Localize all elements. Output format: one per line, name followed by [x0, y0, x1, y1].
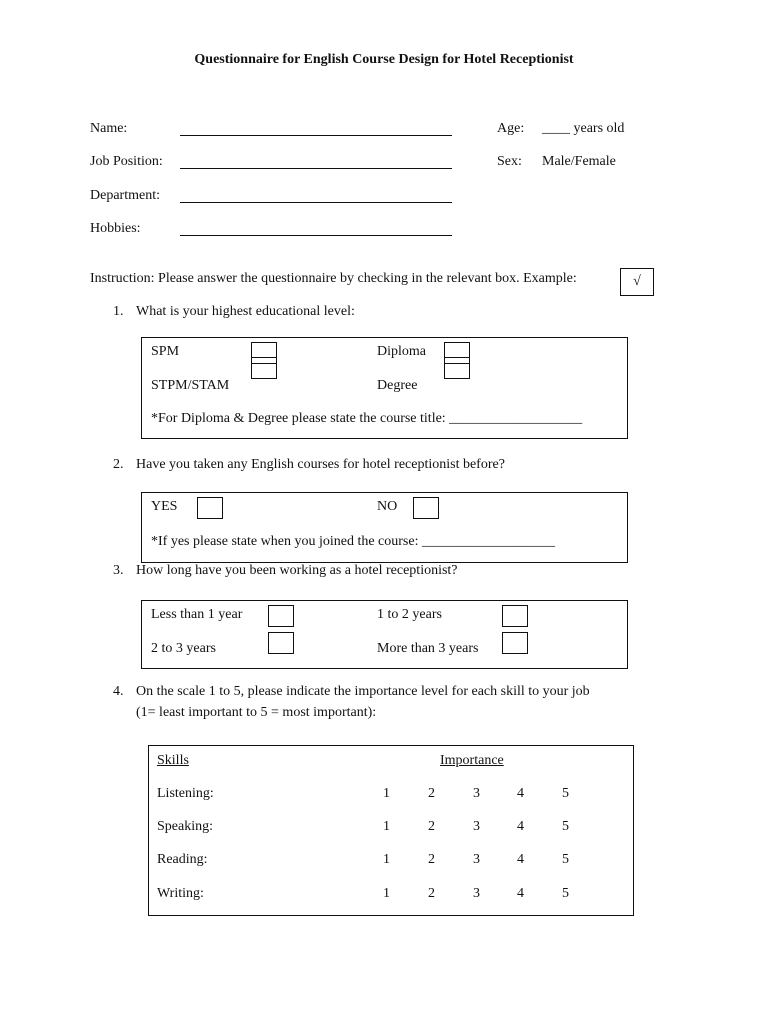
q3-2to3-checkbox[interactable]: [268, 632, 294, 654]
importance-option[interactable]: 4: [517, 819, 524, 834]
skills-header: Skills: [157, 753, 189, 768]
q1-diploma-label: Diploma: [377, 344, 426, 359]
importance-option[interactable]: 3: [473, 852, 480, 867]
importance-option[interactable]: 5: [562, 852, 569, 867]
q4-question-line1: On the scale 1 to 5, please indicate the importance level for each skill to your job: [136, 684, 590, 699]
skill-label: Reading:: [157, 852, 208, 867]
sex-value[interactable]: Male/Female: [542, 154, 616, 169]
importance-option[interactable]: 1: [383, 786, 390, 801]
job-position-label: Job Position:: [90, 154, 163, 169]
name-field[interactable]: [180, 135, 452, 136]
q4-number: 4.: [113, 684, 124, 699]
q4-question-line2: (1= least important to 5 = most important):: [136, 705, 377, 720]
q3-lt1-label: Less than 1 year: [151, 607, 243, 622]
q1-number: 1.: [113, 304, 124, 319]
skill-label: Writing:: [157, 886, 204, 901]
importance-header: Importance: [440, 753, 504, 768]
q2-yes-label: YES: [151, 499, 178, 514]
importance-option[interactable]: 3: [473, 786, 480, 801]
q3-question: How long have you been working as a hotel receptionist?: [136, 563, 458, 578]
skill-label: Listening:: [157, 786, 214, 801]
importance-option[interactable]: 4: [517, 852, 524, 867]
importance-option[interactable]: 1: [383, 819, 390, 834]
q2-no-label: NO: [377, 499, 398, 514]
importance-option[interactable]: 3: [473, 886, 480, 901]
q3-1to2-label: 1 to 2 years: [377, 607, 442, 622]
q3-gt3-checkbox[interactable]: [502, 632, 528, 654]
q3-lt1-checkbox[interactable]: [268, 605, 294, 627]
importance-option[interactable]: 2: [428, 786, 435, 801]
importance-option[interactable]: 1: [383, 852, 390, 867]
q1-degree-checkbox[interactable]: [444, 357, 470, 379]
q1-degree-label: Degree: [377, 378, 418, 393]
age-field[interactable]: ____ years old: [542, 121, 625, 136]
q1-question: What is your highest educational level:: [136, 304, 355, 319]
q2-number: 2.: [113, 457, 124, 472]
skill-label: Speaking:: [157, 819, 213, 834]
importance-option[interactable]: 4: [517, 886, 524, 901]
q2-no-checkbox[interactable]: [413, 497, 439, 519]
hobbies-label: Hobbies:: [90, 221, 141, 236]
importance-option[interactable]: 2: [428, 819, 435, 834]
instruction-text: Instruction: Please answer the questionnaire by checking in the relevant box. Example:: [90, 271, 577, 286]
example-checkbox: √: [620, 268, 654, 296]
q2-question: Have you taken any English courses for hotel receptionist before?: [136, 457, 505, 472]
q3-number: 3.: [113, 563, 124, 578]
importance-option[interactable]: 4: [517, 786, 524, 801]
document-title: Questionnaire for English Course Design for Hotel Receptionist: [194, 52, 574, 67]
department-label: Department:: [90, 188, 160, 203]
q1-spm-label: SPM: [151, 344, 180, 359]
importance-option[interactable]: 5: [562, 786, 569, 801]
q1-course-title-note[interactable]: *For Diploma & Degree please state the course title: ___________________: [151, 411, 583, 426]
importance-option[interactable]: 5: [562, 886, 569, 901]
importance-option[interactable]: 2: [428, 852, 435, 867]
department-field[interactable]: [180, 202, 452, 203]
q1-stpm-label: STPM/STAM: [151, 378, 230, 393]
q1-stpm-checkbox[interactable]: [251, 357, 277, 379]
sex-label: Sex:: [497, 154, 522, 169]
importance-option[interactable]: 1: [383, 886, 390, 901]
q2-join-date-note[interactable]: *If yes please state when you joined the course: ___________________: [151, 534, 555, 549]
q3-2to3-label: 2 to 3 years: [151, 641, 216, 656]
importance-option[interactable]: 2: [428, 886, 435, 901]
importance-option[interactable]: 3: [473, 819, 480, 834]
importance-option[interactable]: 5: [562, 819, 569, 834]
job-position-field[interactable]: [180, 168, 452, 169]
q3-gt3-label: More than 3 years: [377, 641, 479, 656]
q2-yes-checkbox[interactable]: [197, 497, 223, 519]
hobbies-field[interactable]: [180, 235, 452, 236]
age-label: Age:: [497, 121, 525, 136]
name-label: Name:: [90, 121, 128, 136]
q3-1to2-checkbox[interactable]: [502, 605, 528, 627]
